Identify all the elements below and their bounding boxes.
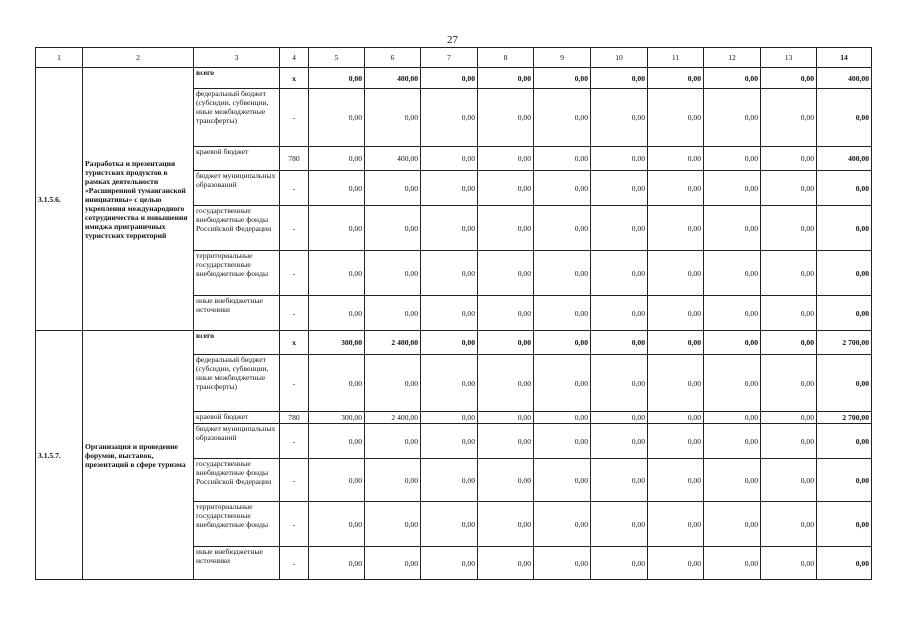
- value-cell: 0,00: [309, 296, 365, 331]
- value-cell: 0,00: [534, 331, 591, 355]
- funding-source: иные внебюджетные источники: [194, 547, 280, 580]
- col-header-8: 8: [478, 48, 534, 68]
- value-cell: 0,00: [648, 547, 704, 580]
- col-header-1: 1: [36, 48, 83, 68]
- funding-source: бюджет муниципальных образований: [194, 424, 280, 459]
- value-cell: 0,00: [761, 412, 817, 424]
- col-header-3: 3: [194, 48, 280, 68]
- value-cell: 2 400,00: [365, 412, 421, 424]
- value-cell: 0,00: [534, 502, 591, 547]
- value-cell: 0,00: [761, 171, 817, 206]
- value-cell: 0,00: [534, 206, 591, 251]
- value-cell-total: 0,00: [817, 251, 872, 296]
- value-cell: 0,00: [761, 331, 817, 355]
- table-body: [36, 48, 872, 580]
- value-cell: 0,00: [478, 424, 534, 459]
- value-cell: 0,00: [761, 251, 817, 296]
- value-cell: 0,00: [761, 355, 817, 412]
- value-cell: 0,00: [704, 68, 761, 89]
- value-cell: 0,00: [761, 147, 817, 171]
- value-cell: 0,00: [478, 502, 534, 547]
- value-cell: 0,00: [648, 355, 704, 412]
- budget-code: 780: [280, 147, 309, 171]
- value-cell: 0,00: [534, 68, 591, 89]
- value-cell: 0,00: [648, 502, 704, 547]
- value-cell: 0,00: [478, 296, 534, 331]
- value-cell: 0,00: [534, 547, 591, 580]
- value-cell: 0,00: [421, 89, 478, 147]
- funding-source: всего: [194, 331, 280, 355]
- value-cell: 0,00: [309, 459, 365, 502]
- value-cell: 0,00: [365, 502, 421, 547]
- value-cell: 0,00: [591, 424, 648, 459]
- value-cell: 0,00: [591, 206, 648, 251]
- value-cell: 0,00: [478, 89, 534, 147]
- value-cell: 0,00: [648, 251, 704, 296]
- value-cell: 0,00: [591, 147, 648, 171]
- value-cell: 0,00: [591, 331, 648, 355]
- value-cell: 0,00: [478, 147, 534, 171]
- value-cell: 0,00: [309, 424, 365, 459]
- value-cell: 0,00: [478, 251, 534, 296]
- value-cell: 0,00: [648, 296, 704, 331]
- activity-name: Организация и проведение форумов, выставок, презентаций в сфере туризма: [83, 331, 194, 580]
- value-cell: 0,00: [309, 547, 365, 580]
- value-cell-total: 0,00: [817, 171, 872, 206]
- header-row: [36, 48, 872, 68]
- value-cell: 0,00: [421, 147, 478, 171]
- value-cell: 0,00: [648, 147, 704, 171]
- value-cell: 0,00: [478, 355, 534, 412]
- funding-source: территориальные государственные внебюджетные фонды: [194, 251, 280, 296]
- value-cell: 0,00: [421, 547, 478, 580]
- value-cell: 2 400,00: [365, 331, 421, 355]
- value-cell: 0,00: [591, 547, 648, 580]
- value-cell: 0,00: [591, 355, 648, 412]
- value-cell: 0,00: [591, 68, 648, 89]
- value-cell: 400,00: [365, 68, 421, 89]
- value-cell: 0,00: [478, 412, 534, 424]
- value-cell: 0,00: [648, 171, 704, 206]
- value-cell: 0,00: [534, 459, 591, 502]
- value-cell: 0,00: [421, 68, 478, 89]
- value-cell: 0,00: [704, 206, 761, 251]
- value-cell-total: 0,00: [817, 459, 872, 502]
- value-cell: 0,00: [365, 355, 421, 412]
- value-cell-total: 0,00: [817, 502, 872, 547]
- value-cell: 0,00: [704, 355, 761, 412]
- budget-code: x: [280, 331, 309, 355]
- value-cell: 0,00: [648, 89, 704, 147]
- value-cell: 0,00: [761, 68, 817, 89]
- table-row-total: [36, 68, 872, 89]
- value-cell: 0,00: [704, 424, 761, 459]
- value-cell: 0,00: [309, 68, 365, 89]
- value-cell: 0,00: [761, 89, 817, 147]
- value-cell: 0,00: [761, 502, 817, 547]
- value-cell: 0,00: [704, 547, 761, 580]
- value-cell: 0,00: [365, 206, 421, 251]
- value-cell: 0,00: [421, 251, 478, 296]
- col-header-4: 4: [280, 48, 309, 68]
- value-cell: 0,00: [421, 171, 478, 206]
- budget-code: x: [280, 68, 309, 89]
- value-cell: 0,00: [421, 502, 478, 547]
- value-cell: 0,00: [478, 68, 534, 89]
- value-cell: 0,00: [421, 459, 478, 502]
- value-cell: 0,00: [704, 331, 761, 355]
- value-cell: 0,00: [704, 296, 761, 331]
- col-header-5: 5: [309, 48, 365, 68]
- value-cell: 0,00: [591, 89, 648, 147]
- value-cell: 0,00: [478, 206, 534, 251]
- value-cell: 0,00: [309, 355, 365, 412]
- value-cell: 0,00: [648, 68, 704, 89]
- value-cell: 0,00: [309, 89, 365, 147]
- value-cell: 0,00: [648, 424, 704, 459]
- value-cell: 400,00: [365, 147, 421, 171]
- value-cell: 0,00: [534, 412, 591, 424]
- budget-table: [35, 47, 872, 580]
- value-cell: 0,00: [591, 171, 648, 206]
- value-cell: 0,00: [478, 547, 534, 580]
- funding-source: государственные внебюджетные фонды Российской Федерации: [194, 206, 280, 251]
- budget-code: -: [280, 89, 309, 147]
- budget-code: 780: [280, 412, 309, 424]
- value-cell: 0,00: [704, 459, 761, 502]
- budget-code: -: [280, 206, 309, 251]
- value-cell: 0,00: [704, 89, 761, 147]
- item-number: 3.1.5.7.: [36, 331, 83, 580]
- value-cell: 0,00: [704, 171, 761, 206]
- value-cell-total: 0,00: [817, 547, 872, 580]
- value-cell: 0,00: [421, 206, 478, 251]
- value-cell: 0,00: [421, 296, 478, 331]
- budget-code: -: [280, 502, 309, 547]
- col-header-13: 13: [761, 48, 817, 68]
- value-cell: 0,00: [309, 206, 365, 251]
- value-cell-total: 0,00: [817, 296, 872, 331]
- value-cell: 0,00: [648, 206, 704, 251]
- value-cell-total: 0,00: [817, 89, 872, 147]
- value-cell: 0,00: [648, 459, 704, 502]
- value-cell: 0,00: [704, 147, 761, 171]
- value-cell-total: 0,00: [817, 424, 872, 459]
- budget-code: -: [280, 251, 309, 296]
- value-cell-total: 0,00: [817, 206, 872, 251]
- funding-source: федеральный бюджет (субсидии, субвенции, иные межбюджетные трансферты): [194, 89, 280, 147]
- value-cell: 0,00: [309, 502, 365, 547]
- col-header-2: 2: [83, 48, 194, 68]
- value-cell: 300,00: [309, 412, 365, 424]
- funding-source: иные внебюджетные источники: [194, 296, 280, 331]
- value-cell: 0,00: [648, 412, 704, 424]
- budget-code: -: [280, 424, 309, 459]
- value-cell-total: 400,00: [817, 68, 872, 89]
- table-row-total: [36, 331, 872, 355]
- funding-source: территориальные государственные внебюджетные фонды: [194, 502, 280, 547]
- value-cell: 0,00: [704, 251, 761, 296]
- col-header-9: 9: [534, 48, 591, 68]
- col-header-10: 10: [591, 48, 648, 68]
- budget-code: -: [280, 459, 309, 502]
- value-cell: 0,00: [591, 251, 648, 296]
- value-cell: 0,00: [365, 547, 421, 580]
- item-number: 3.1.5.6.: [36, 68, 83, 331]
- col-header-12: 12: [704, 48, 761, 68]
- value-cell: 0,00: [365, 296, 421, 331]
- funding-source: краевой бюджет: [194, 147, 280, 171]
- value-cell: 0,00: [761, 206, 817, 251]
- value-cell: 0,00: [534, 355, 591, 412]
- value-cell-total: 2 700,00: [817, 331, 872, 355]
- budget-code: -: [280, 547, 309, 580]
- value-cell: 0,00: [761, 547, 817, 580]
- funding-source: бюджет муниципальных образований: [194, 171, 280, 206]
- value-cell: 0,00: [704, 412, 761, 424]
- value-cell: 0,00: [421, 331, 478, 355]
- funding-source: краевой бюджет: [194, 412, 280, 424]
- value-cell: 0,00: [534, 424, 591, 459]
- activity-name: Разработка и презентация туристских продуктов в рамках деятельности «Расширенной туманганской инициативы» с целью укрепления международного сотрудничества и повышения имиджа приграничных туристских территорий: [83, 68, 194, 331]
- budget-code: -: [280, 171, 309, 206]
- value-cell: 0,00: [704, 502, 761, 547]
- budget-code: -: [280, 355, 309, 412]
- value-cell: 0,00: [365, 171, 421, 206]
- funding-source: федеральный бюджет (субсидии, субвенции, иные межбюджетные трансферты): [194, 355, 280, 412]
- value-cell: 0,00: [309, 147, 365, 171]
- value-cell: 0,00: [648, 331, 704, 355]
- value-cell: 0,00: [534, 251, 591, 296]
- col-header-7: 7: [421, 48, 478, 68]
- col-header-14: 14: [817, 48, 872, 68]
- value-cell-total: 2 700,00: [817, 412, 872, 424]
- page-number: 27: [447, 34, 458, 46]
- value-cell: 0,00: [421, 424, 478, 459]
- budget-code: -: [280, 296, 309, 331]
- value-cell: 0,00: [478, 331, 534, 355]
- value-cell: 0,00: [421, 355, 478, 412]
- value-cell: 0,00: [761, 296, 817, 331]
- value-cell: 0,00: [534, 296, 591, 331]
- value-cell: 0,00: [421, 412, 478, 424]
- col-header-6: 6: [365, 48, 421, 68]
- col-header-11: 11: [648, 48, 704, 68]
- value-cell: 0,00: [591, 296, 648, 331]
- value-cell: 0,00: [534, 171, 591, 206]
- value-cell: 0,00: [591, 459, 648, 502]
- value-cell: 0,00: [534, 147, 591, 171]
- funding-source: всего: [194, 68, 280, 89]
- value-cell: 0,00: [761, 424, 817, 459]
- value-cell: 300,00: [309, 331, 365, 355]
- value-cell: 0,00: [365, 251, 421, 296]
- value-cell: 0,00: [478, 459, 534, 502]
- value-cell: 0,00: [365, 459, 421, 502]
- value-cell: 0,00: [761, 459, 817, 502]
- value-cell: 0,00: [309, 251, 365, 296]
- value-cell: 0,00: [478, 171, 534, 206]
- value-cell: 0,00: [365, 424, 421, 459]
- value-cell: 0,00: [591, 502, 648, 547]
- value-cell: 0,00: [309, 171, 365, 206]
- value-cell: 0,00: [591, 412, 648, 424]
- value-cell-total: 400,00: [817, 147, 872, 171]
- value-cell: 0,00: [534, 89, 591, 147]
- value-cell: 0,00: [365, 89, 421, 147]
- value-cell-total: 0,00: [817, 355, 872, 412]
- funding-source: государственные внебюджетные фонды Российской Федерации: [194, 459, 280, 502]
